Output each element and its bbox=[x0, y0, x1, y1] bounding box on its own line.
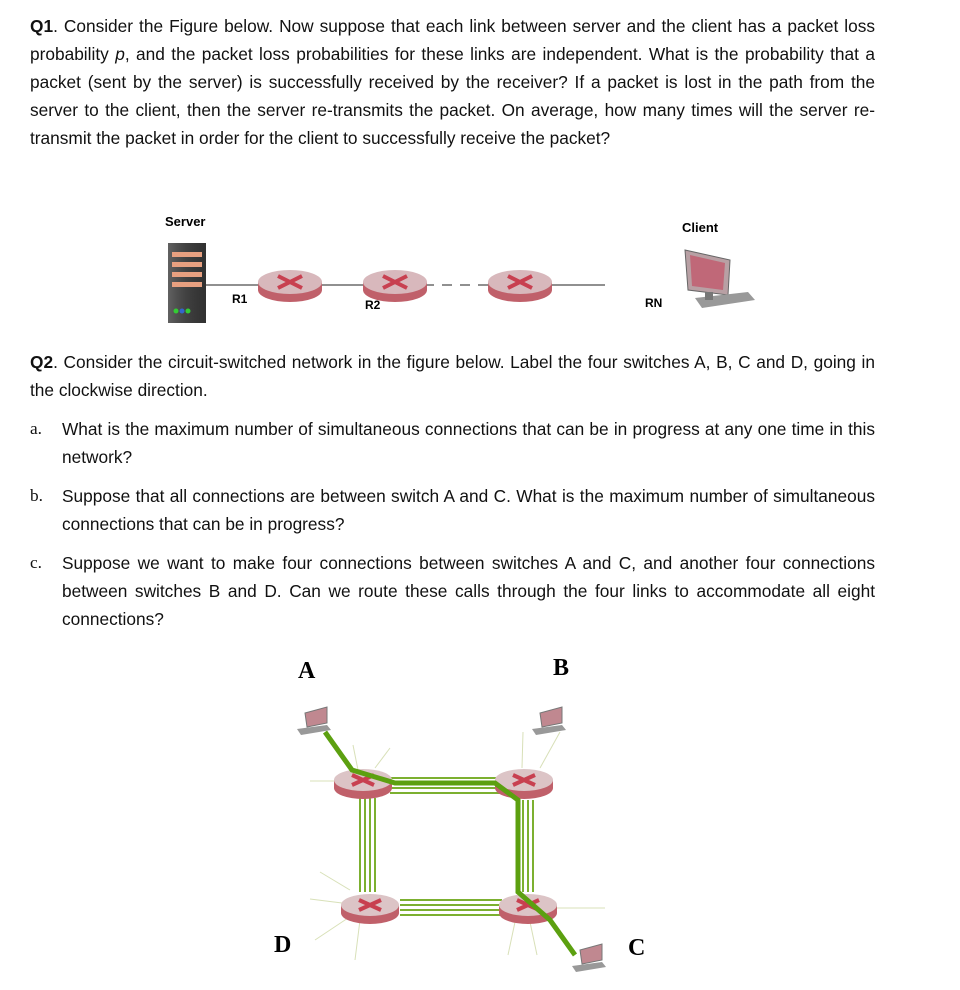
server-icon bbox=[168, 243, 206, 323]
host-b-icon bbox=[532, 707, 566, 735]
question-1 bbox=[30, 12, 875, 152]
server-label: Server bbox=[165, 214, 206, 229]
switch-b-label: B bbox=[553, 655, 570, 681]
rn-label: RN bbox=[645, 296, 663, 310]
item-marker: a. bbox=[30, 419, 42, 438]
question-2 bbox=[30, 348, 875, 404]
item-text: Suppose we want to make four connections between switches A and C, and another four connections between switches B and D. Can we route these calls through the four links to accommodate all eight connections? bbox=[62, 553, 875, 629]
question-1-text-cont: , and the packet loss probabilities for these links are independent. What is the probability that a packet (sent by the server) is successfully received by the receiver? If a packet is lost in the path from the server to the client, then the server re-transmits the packet. On average, how many times will the server re-transmit the packet in order for the client to successfully receive the packet? bbox=[30, 44, 875, 148]
link-a-d bbox=[360, 798, 375, 892]
switch-d-icon bbox=[341, 894, 399, 924]
r2-label: R2 bbox=[365, 298, 381, 312]
router-rn-icon bbox=[488, 270, 552, 302]
item-text: What is the maximum number of simultaneous connections that can be in progress at any one time in this network? bbox=[62, 419, 875, 467]
question-1-label: Q1 bbox=[30, 16, 54, 36]
item-marker: b. bbox=[30, 486, 43, 505]
client-label: Client bbox=[682, 220, 719, 235]
switch-b-icon bbox=[495, 769, 553, 799]
item-text: Suppose that all connections are between switch A and C. What is the maximum number of simultaneous connections that can be in progress? bbox=[62, 486, 875, 534]
host-c-icon bbox=[572, 944, 606, 972]
item-marker: c. bbox=[30, 553, 42, 572]
question-1-text: . Consider the Figure below. Now suppose that each link between server and the client has a packet loss probability bbox=[30, 16, 875, 64]
client-computer-icon bbox=[685, 250, 755, 308]
link-d-c bbox=[400, 900, 502, 915]
question-2-text: . Consider the circuit-switched network in the figure below. Label the four switches A, B, C and D, going in the clockwise direction. bbox=[30, 352, 875, 400]
question-2b bbox=[30, 482, 875, 538]
switch-c-label: C bbox=[628, 935, 646, 961]
switch-a-label: A bbox=[298, 658, 316, 684]
question-2a bbox=[30, 415, 875, 471]
question-2-label: Q2 bbox=[30, 352, 54, 372]
circuit-switched-network-figure bbox=[250, 650, 670, 990]
host-a-icon bbox=[297, 707, 331, 735]
question-2c bbox=[30, 549, 875, 633]
variable-p: p bbox=[115, 44, 125, 64]
switch-d-label: D bbox=[274, 932, 292, 958]
router-r1-icon bbox=[258, 270, 322, 302]
server-client-path-figure bbox=[150, 200, 770, 335]
r1-label: R1 bbox=[232, 292, 248, 306]
